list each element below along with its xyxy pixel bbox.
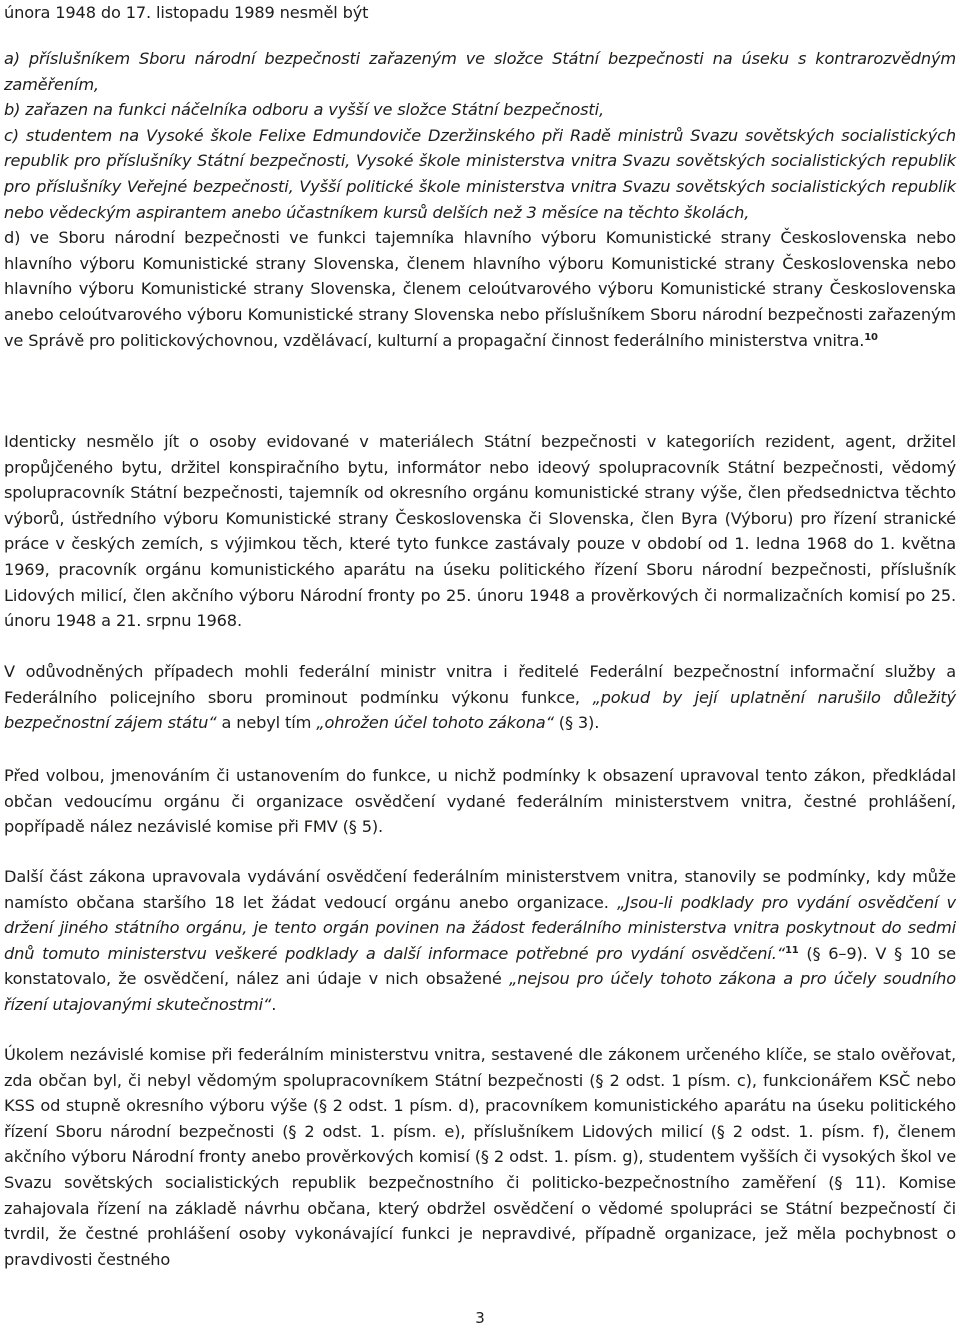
paragraph-4-text-a: Další část zákona upravovala vydávání osvědčení federálním ministerstvem vnitra, stanovily se podmínky, kdy může namísto občana staršího 18 let žádat vedoucí orgánu anebo organizace. <box>4 867 956 912</box>
footnote-11: 11 <box>784 944 799 956</box>
footnote-10: 10 <box>864 331 878 343</box>
paragraph-4-text-b: (§ 6–9). V § 10 se konstatovalo, že osvědčení, nález ani údaje v nich obsažené <box>4 943 956 989</box>
paragraph-2 <box>4 659 956 736</box>
condition-list <box>4 46 956 353</box>
page-number: 3 <box>475 1309 485 1327</box>
paragraph-1: Identicky nesmělo jít o osoby evidované v materiálech Státní bezpečnosti v kategoriích rezident, agent, držitel propůjčeného bytu, držitel konspiračního bytu, informátor nebo ideový spolupracovník Státní bezpečnosti, vědomý spolupracovník Státní bezpečnosti, tajemník od okresního orgánu komunistické strany výše, člen předsednictva těchto výborů, ústředního výboru Komunistické strany Československa či Slovenska, člen Byra (Výboru) pro řízení stranické práce v českých zemích, s výjimkou těch, které tyto funkce zastávaly pouze v období od 1. ledna 1968 do 1. května 1969, pracovník orgánu komunistického aparátu na úseku politického řízení Sboru národní bezpečnosti, příslušník Lidových milicí, člen akčního výboru Národní fronty po 25. únoru 1948 a prověrkových či normalizačních komisí po 25. únoru 1948 a 21. srpnu 1968. <box>4 432 956 631</box>
paragraph-4-quote-2: „nejsou pro účely tohoto zákona a pro účely soudního řízení utajovanými skutečnostmi“ <box>4 969 957 1014</box>
paragraph-2-text-b: a nebyl tím <box>216 713 317 733</box>
list-item-a: a) příslušníkem Sboru národní bezpečnosti zařazeným ve složce Státní bezpečnosti na úseku s kontrarozvědným zaměřením, <box>4 49 956 94</box>
list-item-d-text: d) ve Sboru národní bezpečnosti ve funkci tajemníka hlavního výboru Komunistické strany Československa nebo hlavního výboru Komunistické strany Slovenska, členem hlavního výboru Komunistické strany Československa nebo hlavního výboru Komunistické strany Slovenska, členem celoútvarového výboru Komunistické strany Československa anebo celoútvarového výboru Komunistické strany Slovenska nebo příslušníkem Sboru národní bezpečnosti zařazeným ve Správě pro politickovýchovnou, vzdělávací, kulturní a propagační činnost federálního ministerstva vnitra. <box>4 228 956 350</box>
paragraph-3: Před volbou, jmenováním či ustanovením do funkce, u nichž podmínky k obsazení upravoval tento zákon, předkládal občan vedoucímu orgánu či organizace osvědčení vydané federálním ministerstvem vnitra, čestné prohlášení, popřípadě nález nezávislé komise při FMV (§ 5). <box>4 766 956 837</box>
top-line: února 1948 do 17. listopadu 1989 nesměl být <box>4 3 369 22</box>
list-item-b: b) zařazen na funkci náčelníka odboru a vyšší ve složce Státní bezpečnosti, <box>4 100 604 120</box>
paragraph-5: Úkolem nezávislé komise při federálním ministerstvu vnitra, sestavené dle zákonem určeného klíče, se stalo ověřovat, zda občan byl, či nebyl vědomým spolupracovníkem Státní bezpečnosti (§ 2 odst. 1 písm. c), funkcionářem KSČ nebo KSS od stupně okresního výboru výše (§ 2 odst. 1 písm. d), pracovníkem komunistického aparátu na úseku politického řízení Sboru národní bezpečnosti (§ 2 odst. 1. písm. e), příslušníkem Lidových milicí (§ 2 odst. 1. písm. f), členem akčního výboru Národní fronty anebo prověrkových komisí (§ 2 odst. 1. písm. g), studentem vyšších či vysokých škol ve Svazu sovětských socialistických republik bezpečnostního či politicko-bezpečnostního zaměření (§ 11). Komise zahajovala řízení na základě návrhu občana, který obdržel osvědčení o vědomé spolupráci se Státní bezpečností či tvrdil, že čestné prohlášení osoby vykonávající funkci je nepravdivé, případně organizace, jež měla pochybnost o pravdivosti čestného <box>4 1045 956 1269</box>
paragraph-4 <box>4 864 956 1018</box>
list-item-d <box>4 225 956 353</box>
paragraph-4-quote-1: „Jsou-li podklady pro vydání osvědčení v držení jiného státního orgánu, je tento orgán povinen na žádost federálního ministerstva vnitra poskytnout do sedmi dnů tomuto ministerstvu veškeré podklady a další informace potřebné pro vydání osvědčení.“ <box>4 892 956 963</box>
paragraph-2-quote-2: „ohrožen účel tohoto zákona“ <box>316 713 554 733</box>
paragraph-2-text-c: (§ 3). <box>553 713 600 733</box>
paragraph-2-text-a: V odůvodněných případech mohli federální ministr vnitra i ředitelé Federální bezpečnostní informační služby a Federálního policejního sboru prominout podmínku výkonu funkce, <box>4 662 956 707</box>
paragraph-2-quote-1: „pokud by její uplatnění narušilo důležitý bezpečnostní zájem státu“ <box>4 687 956 733</box>
list-item-c: c) studentem na Vysoké škole Felixe Edmundoviče Dzeržinského při Radě ministrů Svazu sovětských socialistických republik pro příslušníky Státní bezpečnosti, Vysoké škole ministerstva vnitra Svazu sovětských socialistických republik pro příslušníky Veřejné bezpečnosti, Vyšší politické škole ministerstva vnitra Svazu sovětských socialistických republik nebo vědeckým aspirantem anebo účastníkem kursů delších než 3 měsíce na těchto školách, <box>4 125 956 222</box>
paragraph-4-text-c: . <box>271 994 277 1014</box>
